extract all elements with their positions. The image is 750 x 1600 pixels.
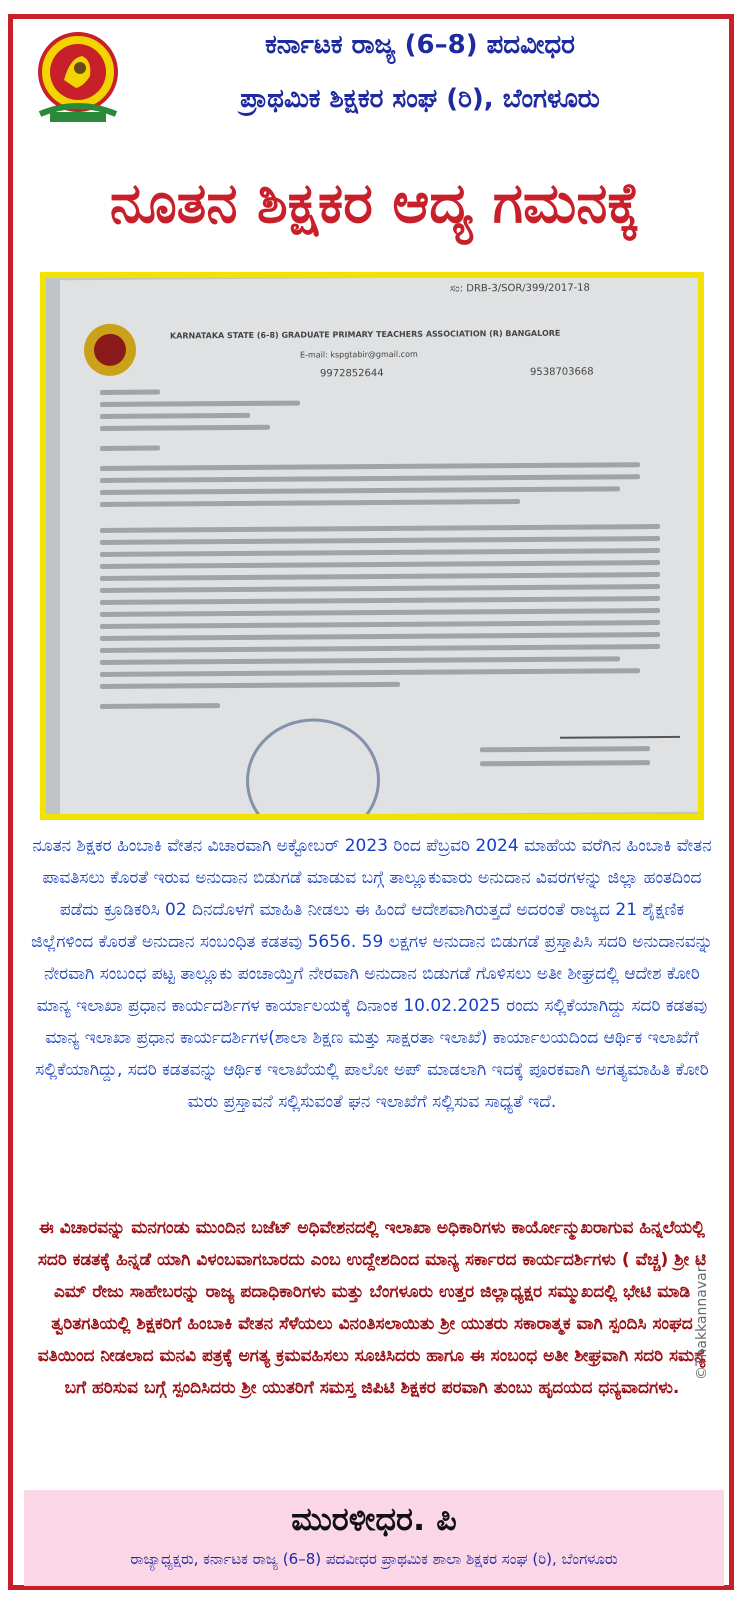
text-line — [100, 608, 660, 617]
text-line — [100, 446, 160, 451]
text-line — [100, 401, 300, 407]
letter-logo-icon — [80, 320, 140, 380]
text-line — [100, 462, 640, 471]
letter-org-english: KARNATAKA STATE (6-8) GRADUATE PRIMARY TEACHERS ASSOCIATION (R) BANGALORE — [170, 328, 561, 341]
text-line — [100, 413, 250, 419]
text-line — [100, 682, 400, 689]
text-line — [100, 390, 160, 395]
update-paragraph-blue: ನೂತನ ಶಿಕ್ಷಕರ ಹಿಂಬಾಕಿ ವೇತನ ವಿಚಾರವಾಗಿ ಅಕ್ಟೋಬರ್ 2023 ರಿಂದ ಪೆಬ್ರವರಿ 2024 ಮಾಹೆಯ ವರೆಗಿನ ಹಿಂಬಾಕಿ ವೇತನ ಪಾವತಿಸಲು ಕೊರತೆ ಇರುವ ಅನುದಾನ ಬಿಡುಗಡೆ ಮಾಡುವ ಬಗ್ಗೆ ತಾಲ್ಲೂಕುವಾರು ಅನುದಾನ ವಿವರಗಳನ್ನು ಜಿಲ್ಲಾ ಹಂತದಿಂದ ಪಡೆದು ಕ್ರೂಡಿಕರಿಸಿ 02 ದಿನದೊಳಗೆ ಮಾಹಿತಿ ನೀಡಲು ಈ ಹಿಂದೆ ಆದೇಶವಾಗಿರುತ್ತದೆ ಅದರಂತೆ ರಾಜ್ಯದ 21 ಶೈಕ್ಷಣಿಕ ಜಿಲ್ಲೆಗಳಿಂದ ಕೊರತೆ ಅನುದಾನ ಸಂಬಂಧಿತ ಕಡತವು 5656. 59 ಲಕ್ಷಗಳ ಅನುದಾನ ಬಿಡುಗಡೆ ಪ್ರಸ್ತಾಪಿಸಿ ಸದರಿ ಅನುದಾನವನ್ನು ನೇರವಾಗಿ ಸಂಬಂಧ ಪಟ್ಟ ತಾಲ್ಲೂಕು ಪಂಚಾಯ್ತಿಗೆ ನೇರವಾಗಿ ಅನುದಾನ ಬಿಡುಗಡೆ ಗೊಳಿಸಲು ಅತೀ ಶೀಘ್ರದಲ್ಲಿ ಆದೇಶ ಕೋರಿ ಮಾನ್ಯ ಇಲಾಖಾ ಪ್ರಧಾನ ಕಾರ್ಯದರ್ಶಿಗಳ ಕಾರ್ಯಾಲಯಕ್ಕೆ ದಿನಾಂಕ 10.02.2025 ರಂದು ಸಲ್ಲಿಕೆಯಾಗಿದ್ದು ಸದರಿ ಕಡತವು ಮಾನ್ಯ ಇಲಾಖಾ ಪ್ರಧಾನ ಕಾರ್ಯದರ್ಶಿಗಳ(ಶಾಲಾ ಶಿಕ್ಷಣ ಮತ್ತು ಸಾಕ್ಷರತಾ ಇಲಾಖೆ) ಕಾರ್ಯಾಲಯದಿಂದ ಆರ್ಥಿಕ ಇಲಾಖೆಗೆ ಸಲ್ಲಿಕೆಯಾಗಿದ್ದು, ಸದರಿ ಕಡತವನ್ನು ಆರ್ಥಿಕ ಇಲಾಖೆಯಲ್ಲಿ ಪಾಲೋ ಅಪ್ ಮಾಡಲಾಗಿ ಇದಕ್ಕೆ ಪೂರಕವಾಗಿ ಅಗತ್ಯಮಾಹಿತಿ ಕೋರಿ ಮರು ಪ್ರಸ್ತಾವನೆ ಸಲ್ಲಿಸುವಂತೆ ಘನ ಇಲಾಖೆಗೆ ಸಲ್ಲಿಸುವ ಸಾಧ್ಯತೆ ಇದೆ. — [31, 836, 713, 1112]
letter-ref-no: ಸಂ: DRB-3/SOR/399/2017-18 — [450, 282, 590, 295]
president-name: ಮುರಳೀಧರ. ಪಿ — [291, 1500, 457, 1538]
text-line — [100, 656, 620, 665]
text-line — [100, 703, 220, 709]
text-line — [100, 620, 660, 629]
text-line — [100, 425, 270, 431]
letter-phone-left: 9972852644 — [320, 367, 384, 380]
text-line — [100, 474, 640, 483]
association-logo-icon — [30, 28, 126, 128]
official-seal — [246, 718, 380, 820]
text-line — [100, 668, 640, 677]
org-name-line2: ಪ್ರಾಥಮಿಕ ಶಿಕ್ಷಕರ ಸಂಘ (ರಿ), ಬೆಂಗಳೂರು — [240, 84, 600, 114]
update-paragraph-red: ಈ ವಿಚಾರವನ್ನು ಮನಗಂಡು ಮುಂದಿನ ಬಜೆಟ್ ಅಧಿವೇಶನದಲ್ಲಿ ಇಲಾಖಾ ಅಧಿಕಾರಿಗಳು ಕಾರ್ಯೋನ್ಮುಖರಾಗುವ ಹಿನ್ನಲೆಯಲ್ಲಿ ಸದರಿ ಕಡತಕ್ಕೆ ಹಿನ್ನಡೆ ಯಾಗಿ ವಿಳಂಬವಾಗಬಾರದು ಎಂಬ ಉದ್ದೇಶದಿಂದ ಮಾನ್ಯ ಸರ್ಕಾರದ ಕಾರ್ಯದರ್ಶಿಗಳು ( ವೆಚ್ಚ) ಶ್ರೀ ಟಿ ಎಮ್ ರೇಜು ಸಾಹೇಬರನ್ನು ರಾಜ್ಯ ಪದಾಧಿಕಾರಿಗಳು ಮತ್ತು ಬೆಂಗಳೂರು ಉತ್ತರ ಜಿಲ್ಲಾಧ್ಯಕ್ಷರ ಸಮ್ಮುಖದಲ್ಲಿ ಭೇಟಿ ಮಾಡಿ ತ್ವರಿತಗತಿಯಲ್ಲಿ ಶಿಕ್ಷಕರಿಗೆ ಹಿಂಬಾಕಿ ವೇತನ ಸೆಳೆಯಲು ವಿನಂತಿಸಲಾಯಿತು ಶ್ರೀ ಯುತರು ಸಕಾರಾತ್ಮಕ ವಾಗಿ ಸ್ಪಂದಿಸಿ ಸಂಘದ ವತಿಯಿಂದ ನೀಡಲಾದ ಮನವಿ ಪತ್ರಕ್ಕೆ ಅಗತ್ಯ ಕ್ರಮವಹಿಸಲು ಸೂಚಿಸಿದರು ಹಾಗೂ ಈ ಸಂಬಂಧ ಅತೀ ಶೀಘ್ರವಾಗಿ ಸದರಿ ಸಮಸ್ಯೆ ಬಗೆ ಹರಿಸುವ ಬಗ್ಗೆ ಸ್ಪಂದಿಸಿದರು ಶ್ರೀ ಯುತರಿಗೆ ಸಮಸ್ತ ಜಿಪಿಟಿ ಶಿಕ್ಷಕರ ಪರವಾಗಿ ತುಂಬು ಹೃದಯದ ಧನ್ಯವಾದಗಳು. — [37, 1218, 707, 1398]
text-line — [100, 596, 660, 605]
footer — [24, 1490, 724, 1586]
president-designation: ರಾಜ್ಯಾಧ್ಯಕ್ಷರು, ಕರ್ನಾಟಕ ರಾಜ್ಯ (6–8) ಪದವೀಧರ ಪ್ರಾಥಮಿಕ ಶಾಲಾ ಶಿಕ್ಷಕರ ಸಂಘ (ರಿ), ಬೆಂಗಳೂರು — [130, 1550, 618, 1568]
text-line — [480, 760, 650, 766]
letter-photo — [40, 272, 704, 820]
watermark: ©Thakkannavar — [694, 1266, 710, 1380]
signature — [560, 706, 680, 739]
text-line — [100, 499, 520, 507]
letter-phone-right: 9538703668 — [530, 366, 594, 378]
org-name-line1: ಕರ್ನಾಟಕ ರಾಜ್ಯ (6–8) ಪದವೀಧರ — [265, 30, 575, 60]
text-line — [100, 644, 660, 653]
text-line — [480, 746, 650, 752]
text-line — [100, 584, 660, 593]
headline: ನೂತನ ಶಿಕ್ಷಕರ ಆದ್ಯ ಗಮನಕ್ಕೆ — [109, 171, 641, 236]
text-line — [100, 572, 660, 581]
text-line — [100, 560, 660, 569]
text-line — [100, 524, 660, 533]
text-line — [100, 486, 620, 495]
letter-paper — [60, 276, 700, 816]
text-line — [100, 632, 660, 641]
text-line — [100, 536, 660, 545]
text-line — [100, 548, 660, 557]
letter-email: E-mail: kspgtabir@gmail.com — [300, 349, 418, 360]
